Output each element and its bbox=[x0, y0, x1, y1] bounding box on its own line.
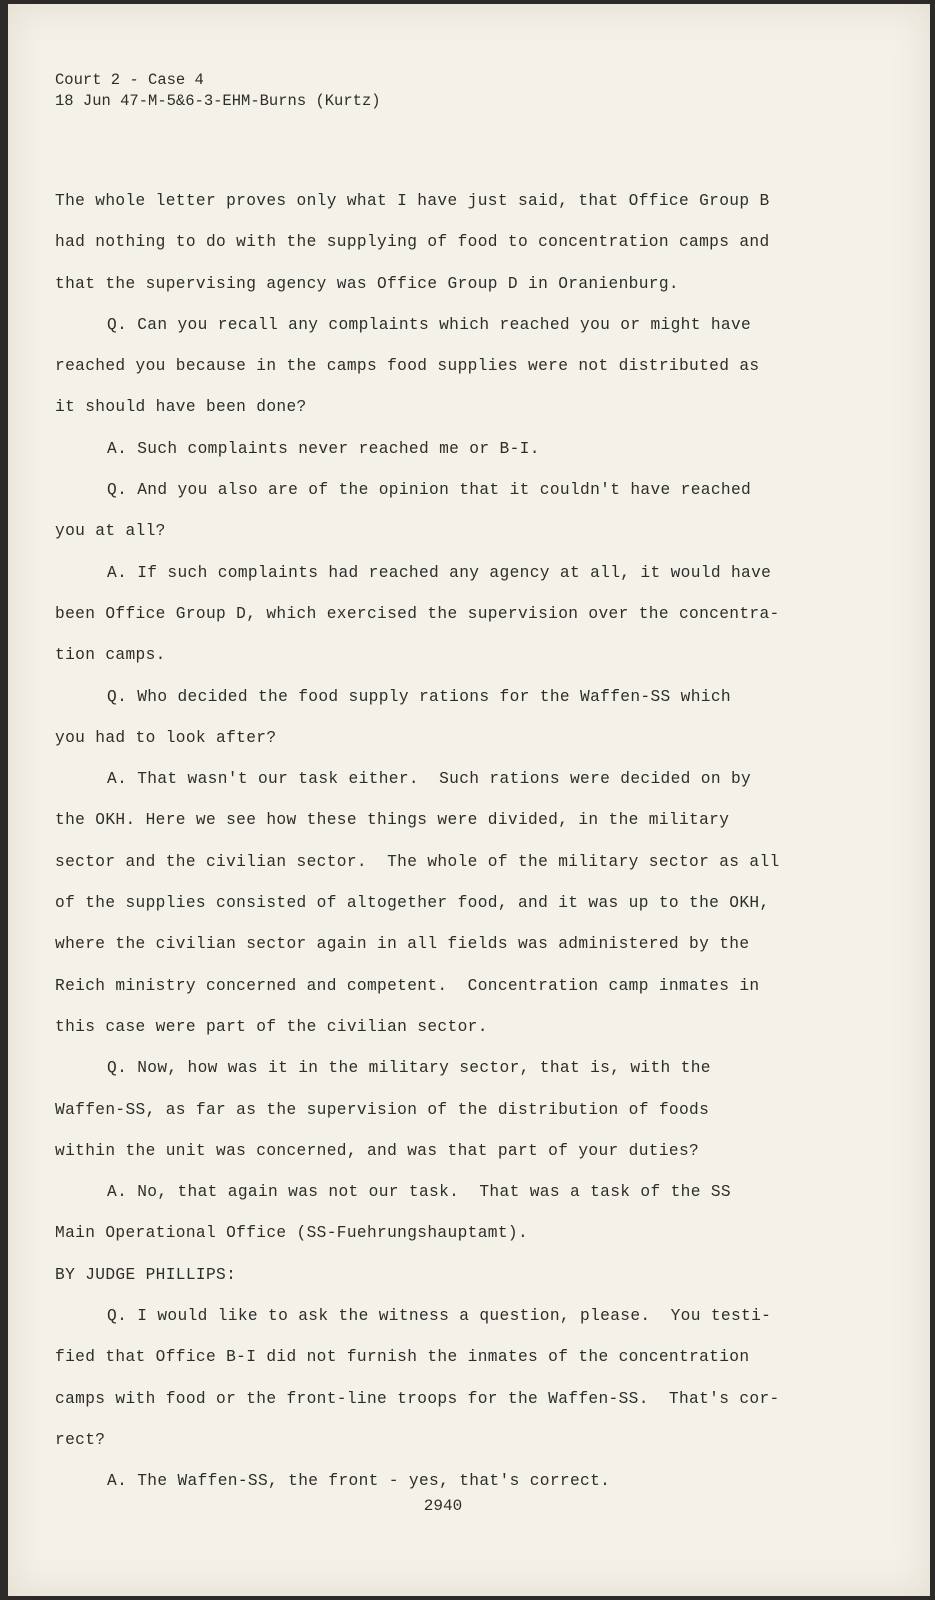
transcript-body bbox=[55, 190, 815, 1512]
transcript-line: reached you because in the camps food supplies were not distributed as bbox=[55, 357, 760, 376]
transcript-line: sector and the civilian sector. The whole of the military sector as all bbox=[55, 852, 780, 871]
transcript-line: this case were part of the civilian sector. bbox=[55, 1017, 488, 1036]
transcript-line: A. No, that again was not our task. That was a task of the SS bbox=[107, 1183, 731, 1202]
transcript-line: Q. Who decided the food supply rations for the Waffen-SS which bbox=[107, 687, 731, 706]
transcript-line: had nothing to do with the supplying of food to concentration camps and bbox=[55, 233, 770, 252]
transcript-line: Main Operational Office (SS-Fuehrungshauptamt). bbox=[55, 1224, 529, 1243]
transcript-line: Q. And you also are of the opinion that it couldn't have reached bbox=[107, 481, 752, 500]
transcript-line: The whole letter proves only what I have just said, that Office Group B bbox=[55, 192, 770, 210]
transcript-line: the OKH. Here we see how these things were divided, in the military bbox=[55, 811, 730, 830]
transcript-line: you had to look after? bbox=[55, 728, 277, 747]
transcript-line: Q. Can you recall any complaints which reached you or might have bbox=[107, 315, 752, 334]
transcript-line: rect? bbox=[55, 1430, 106, 1449]
document-page bbox=[8, 4, 930, 1596]
transcript-line: been Office Group D, which exercised the supervision over the concentra- bbox=[55, 604, 780, 623]
session-reference-line: 18 Jun 47-M-5&6-3-EHM-Burns (Kurtz) bbox=[55, 92, 381, 110]
transcript-line: A. Such complaints never reached me or B-I. bbox=[107, 439, 540, 458]
transcript-line: tion camps. bbox=[55, 646, 166, 665]
transcript-line: fied that Office B-I did not furnish the inmates of the concentration bbox=[55, 1348, 750, 1367]
transcript-line: of the supplies consisted of altogether food, and it was up to the OKH, bbox=[55, 894, 770, 913]
transcript-line: where the civilian sector again in all fields was administered by the bbox=[55, 935, 750, 954]
transcript-line: A. That wasn't our task either. Such rations were decided on by bbox=[107, 770, 752, 789]
transcript-line: Q. I would like to ask the witness a question, please. You testi- bbox=[107, 1307, 772, 1326]
transcript-line: A. If such complaints had reached any agency at all, it would have bbox=[107, 563, 772, 582]
transcript-line: it should have been done? bbox=[55, 398, 307, 417]
case-header bbox=[55, 70, 381, 112]
transcript-line: A. The Waffen-SS, the front - yes, that's correct. bbox=[107, 1472, 611, 1491]
court-case-line: Court 2 - Case 4 bbox=[55, 71, 204, 89]
transcript-line: within the unit was concerned, and was that part of your duties? bbox=[55, 1141, 700, 1160]
transcript-line: Reich ministry concerned and competent. Concentration camp inmates in bbox=[55, 976, 760, 995]
transcript-line: that the supervising agency was Office Group D in Oranienburg. bbox=[55, 274, 679, 293]
transcript-line: BY JUDGE PHILLIPS: bbox=[55, 1265, 237, 1284]
transcript-line: you at all? bbox=[55, 522, 166, 541]
transcript-line: camps with food or the front-line troops for the Waffen-SS. That's cor- bbox=[55, 1389, 780, 1408]
transcript-line: Q. Now, how was it in the military sector, that is, with the bbox=[107, 1059, 711, 1078]
page-number: 2940 bbox=[423, 1497, 463, 1515]
transcript-line: Waffen-SS, as far as the supervision of the distribution of foods bbox=[55, 1100, 710, 1119]
